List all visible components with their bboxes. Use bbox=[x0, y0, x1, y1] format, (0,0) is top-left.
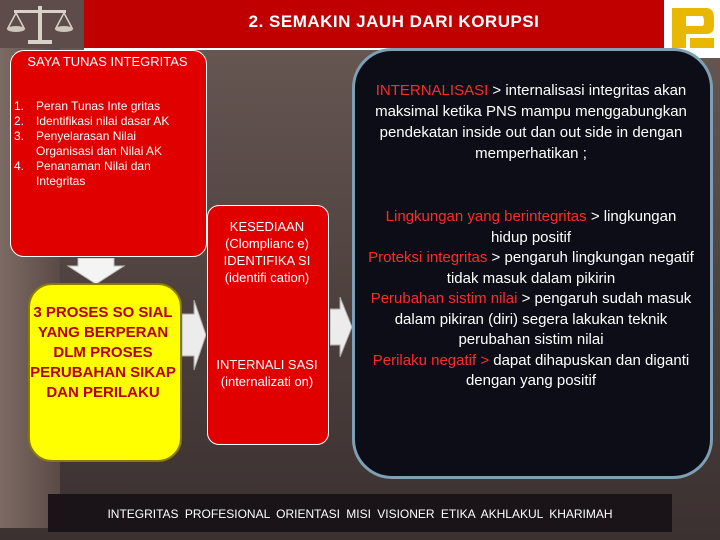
list-item: Perubahan sistim nilai > pengaruh sudah masuk dalam pikiran (diri) segera lakukan teknik perubahan sistim nilai bbox=[370, 290, 692, 348]
list-item: 3. Penyelarasan Nilai Organisasi dan Nilai AK bbox=[14, 129, 163, 158]
footer-values: INTEGRITAS PROFESIONAL ORIENTASI MISI VISIONER ETIKA AKHLAKUL KHARIMAH bbox=[107, 507, 613, 521]
list-item: 4. Penanaman Nilai dan Integritas bbox=[14, 159, 151, 188]
tunas-integritas-list bbox=[14, 99, 194, 189]
tunas-integritas-title: SAYA TUNAS INTEGRITAS bbox=[27, 54, 188, 69]
internalisasi-points bbox=[366, 207, 696, 392]
internalisasi-text: INTERNALI SASI (internalizati on) bbox=[216, 357, 318, 389]
scales-of-justice-icon bbox=[0, 0, 84, 48]
right-arrow-icon bbox=[330, 297, 352, 362]
list-item: 1. Peran Tunas Inte gritas bbox=[14, 99, 161, 113]
list-item: Perilaku negatif > dapat dihapuskan dan diganti dengan yang positif bbox=[372, 351, 690, 389]
list-item: Proteksi integritas > pengaruh lingkungan negatif tidak masuk dalam pikirin bbox=[368, 249, 694, 287]
list-item: 2. Identifikasi nilai dasar AK bbox=[14, 114, 170, 128]
proses-sosial-text: 3 PROSES SO SIAL YANG BERPERAN DLM PROSES PERUBAHAN SIKAP DAN PERILAKU bbox=[30, 304, 176, 401]
page-title: 2. SEMAKIN JAUH DARI KORUPSI bbox=[248, 12, 540, 31]
internalisasi-intro: INTERNALISASI > internalisasi integritas akan maksimal ketika PNS mampu menggabungkan pendekatan inside out dan out side in dengan memperhatikan ; bbox=[375, 82, 687, 162]
kesediaan-identifikasi-text: KESEDIAAN (Clomplianc e) IDENTIFIKA SI (identifi cation) bbox=[223, 219, 311, 285]
list-item: Lingkungan yang berintegritas > lingkungan hidup positif bbox=[385, 208, 677, 246]
right-arrow-icon bbox=[182, 300, 206, 375]
